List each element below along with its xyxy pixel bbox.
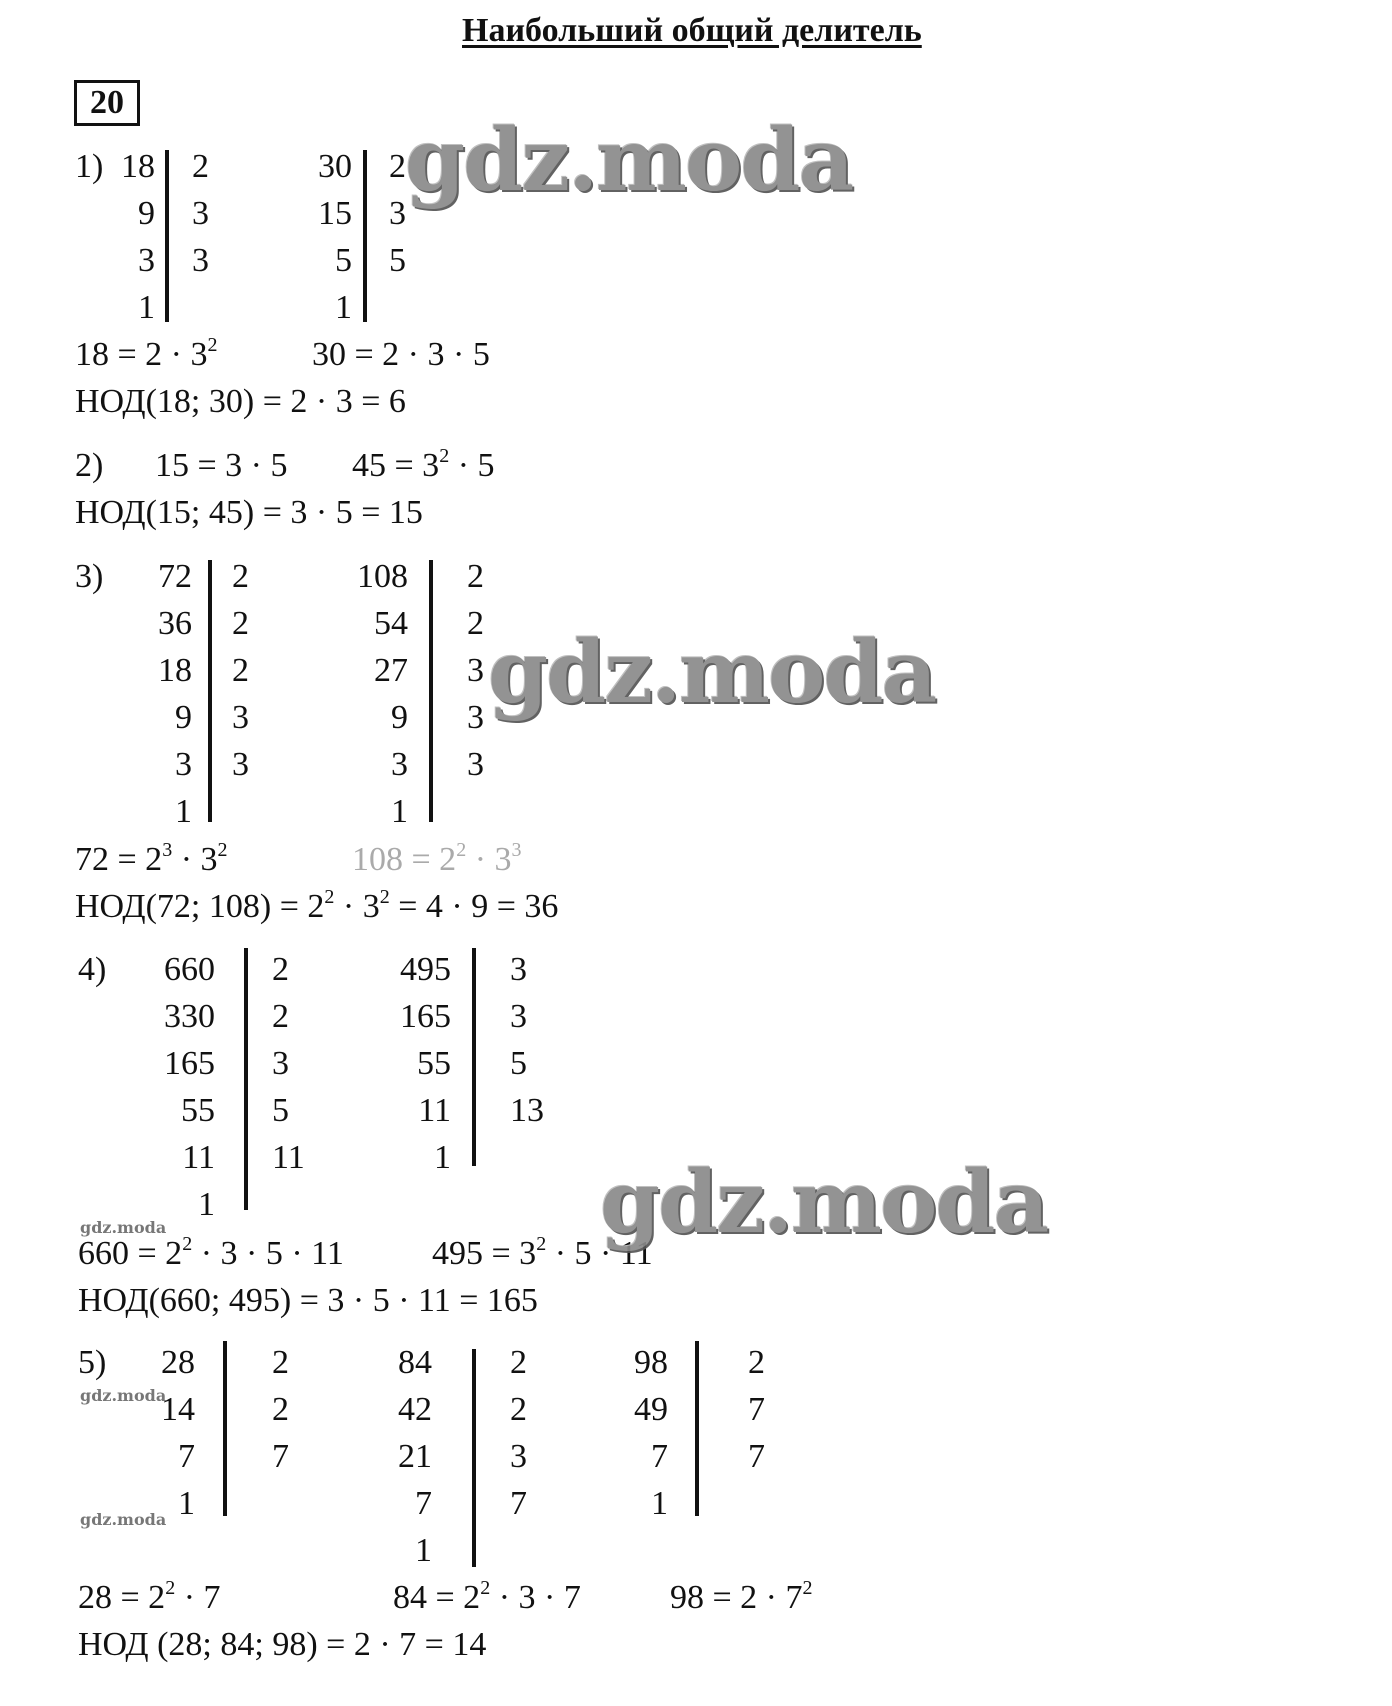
watermark-logo: gdz.moda — [405, 110, 853, 211]
part3-eq-b: $108 = 2^2 \cdot 3^3$ — [352, 839, 522, 878]
part1-eq-a: $18 = 2 \cdot 3^2$ — [75, 334, 218, 373]
part2-eq-b: $45 = 3^2 \cdot 5$ — [352, 445, 495, 484]
part4-a-number: 165 — [164, 1045, 215, 1082]
part5-b-number: 84 — [398, 1344, 432, 1381]
part1-label: 1) — [75, 148, 104, 185]
part1-a-divider — [165, 150, 169, 322]
watermark-small: gdz.moda — [80, 1386, 167, 1405]
part3-b-number: 3 — [391, 746, 408, 783]
part3-eq-a: $72 = 2^3 \cdot 3^2$ — [75, 839, 228, 878]
part5-b-divider — [472, 1349, 476, 1567]
part5-c-number: 49 — [634, 1391, 668, 1428]
part3-b-divisor: 3 — [467, 699, 484, 736]
part3-b-divisor: 2 — [467, 605, 484, 642]
part3-b-divisor: 3 — [467, 652, 484, 689]
part3-a-number: 1 — [175, 793, 192, 830]
part1-a-number: 18 — [121, 148, 155, 185]
part3-gcd: НОД(72; $108) = 2^2 \cdot 3^2 = 4 \cdot 9 = 36$ — [75, 886, 559, 925]
part3-a-number: 9 — [175, 699, 192, 736]
part4-gcd: НОД(660; 495) = 3 · 5 · 11 = 165 — [78, 1282, 538, 1319]
part5-eq-a: $28 = 2^2 \cdot 7$ — [78, 1577, 221, 1616]
part1-a-number: 1 — [138, 289, 155, 326]
part1-b-divisor: 5 — [389, 242, 406, 279]
part3-b-number: 9 — [391, 699, 408, 736]
part5-c-divisor: 2 — [748, 1344, 765, 1381]
part5-a-number: 7 — [178, 1438, 195, 1475]
part4-b-number: 11 — [418, 1092, 451, 1129]
part5-b-number: 42 — [398, 1391, 432, 1428]
part3-b-divisor: 2 — [467, 558, 484, 595]
part4-a-divider — [244, 948, 248, 1210]
part5-c-divider — [695, 1341, 699, 1516]
part1-a-divisor: 3 — [192, 242, 209, 279]
watermark-logo: gdz.moda — [600, 1152, 1048, 1253]
part4-eq-a: $660 = 2^2 \cdot 3 \cdot 5 \cdot 11$ — [78, 1233, 344, 1272]
part1-a-number: 3 — [138, 242, 155, 279]
part4-a-divisor: 2 — [272, 998, 289, 1035]
part3-a-number: 18 — [158, 652, 192, 689]
part2-gcd: НОД(15; 45) = 3 · 5 = 15 — [75, 494, 423, 531]
part3-a-divisor: 2 — [232, 558, 249, 595]
part5-eq-b: $84 = 2^2 \cdot 3 \cdot 7$ — [393, 1577, 581, 1616]
part4-a-number: 11 — [182, 1139, 215, 1176]
part4-a-number: 660 — [164, 951, 215, 988]
part3-b-number: 1 — [391, 793, 408, 830]
part5-a-divider — [223, 1341, 227, 1516]
part1-a-divisor: 2 — [192, 148, 209, 185]
part5-eq-c: $98 = 2 \cdot 7^2$ — [670, 1577, 813, 1616]
part5-a-divisor: 2 — [272, 1344, 289, 1381]
part4-b-divider — [472, 948, 476, 1166]
part5-b-divisor: 2 — [510, 1344, 527, 1381]
part4-b-number: 165 — [400, 998, 451, 1035]
part5-b-number: 21 — [398, 1438, 432, 1475]
part5-c-number: 1 — [651, 1485, 668, 1522]
part5-c-number: 7 — [651, 1438, 668, 1475]
part1-b-divider — [363, 150, 367, 322]
part4-b-divisor: 5 — [510, 1045, 527, 1082]
part5-a-divisor: 7 — [272, 1438, 289, 1475]
part5-b-divisor: 7 — [510, 1485, 527, 1522]
part3-a-divisor: 2 — [232, 605, 249, 642]
part5-c-number: 98 — [634, 1344, 668, 1381]
watermark-logo: gdz.moda — [488, 622, 936, 723]
part5-b-number: 1 — [415, 1532, 432, 1569]
part3-label: 3) — [75, 558, 104, 595]
part4-a-number: 1 — [198, 1186, 215, 1223]
part1-b-divisor: 2 — [389, 148, 406, 185]
part5-a-number: 28 — [161, 1344, 195, 1381]
part3-a-divisor: 2 — [232, 652, 249, 689]
part3-b-number: 108 — [357, 558, 408, 595]
part4-a-divisor: 11 — [272, 1139, 305, 1176]
part5-label: 5) — [78, 1344, 107, 1381]
part3-b-number: 27 — [374, 652, 408, 689]
part4-b-divisor: 3 — [510, 998, 527, 1035]
part3-a-number: 3 — [175, 746, 192, 783]
part1-gcd: НОД(18; 30) = 2 · 3 = 6 — [75, 383, 406, 420]
part3-a-divider — [208, 560, 212, 822]
part5-b-number: 7 — [415, 1485, 432, 1522]
part1-eq-b: 30 = 2 · 3 · 5 — [312, 336, 490, 373]
part4-b-number: 1 — [434, 1139, 451, 1176]
part4-a-divisor: 5 — [272, 1092, 289, 1129]
part4-a-number: 330 — [164, 998, 215, 1035]
part5-b-divisor: 2 — [510, 1391, 527, 1428]
part1-b-number: 30 — [318, 148, 352, 185]
part1-b-number: 15 — [318, 195, 352, 232]
part5-a-number: 1 — [178, 1485, 195, 1522]
page-title: Наибольший общий делитель — [462, 12, 922, 49]
part4-a-divisor: 3 — [272, 1045, 289, 1082]
part5-b-divisor: 3 — [510, 1438, 527, 1475]
part3-a-divisor: 3 — [232, 746, 249, 783]
part2-label: 2) — [75, 447, 104, 484]
part3-b-number: 54 — [374, 605, 408, 642]
part5-c-divisor: 7 — [748, 1391, 765, 1428]
task-number-box: 20 — [74, 80, 140, 126]
part3-a-divisor: 3 — [232, 699, 249, 736]
part4-eq-b: $495 = 3^2 \cdot 5 \cdot 11$ — [432, 1233, 653, 1272]
part1-b-number: 1 — [335, 289, 352, 326]
part4-b-number: 55 — [417, 1045, 451, 1082]
part3-b-divider — [429, 560, 433, 822]
part1-b-number: 5 — [335, 242, 352, 279]
watermark-small: gdz.moda — [80, 1510, 167, 1529]
part3-a-number: 36 — [158, 605, 192, 642]
part3-b-divisor: 3 — [467, 746, 484, 783]
part4-b-divisor: 3 — [510, 951, 527, 988]
part5-a-number: 14 — [161, 1391, 195, 1428]
part1-b-divisor: 3 — [389, 195, 406, 232]
part4-a-divisor: 2 — [272, 951, 289, 988]
part4-a-number: 55 — [181, 1092, 215, 1129]
watermark-small: gdz.moda — [80, 1218, 167, 1237]
part4-b-divisor: 13 — [510, 1092, 544, 1129]
part2-eq-a: 15 = 3 · 5 — [155, 447, 288, 484]
part5-gcd: НОД (28; 84; 98) = 2 · 7 = 14 — [78, 1626, 487, 1663]
part5-a-divisor: 2 — [272, 1391, 289, 1428]
part1-a-divisor: 3 — [192, 195, 209, 232]
part3-a-number: 72 — [158, 558, 192, 595]
part4-label: 4) — [78, 951, 107, 988]
part1-a-number: 9 — [138, 195, 155, 232]
part5-c-divisor: 7 — [748, 1438, 765, 1475]
part4-b-number: 495 — [400, 951, 451, 988]
